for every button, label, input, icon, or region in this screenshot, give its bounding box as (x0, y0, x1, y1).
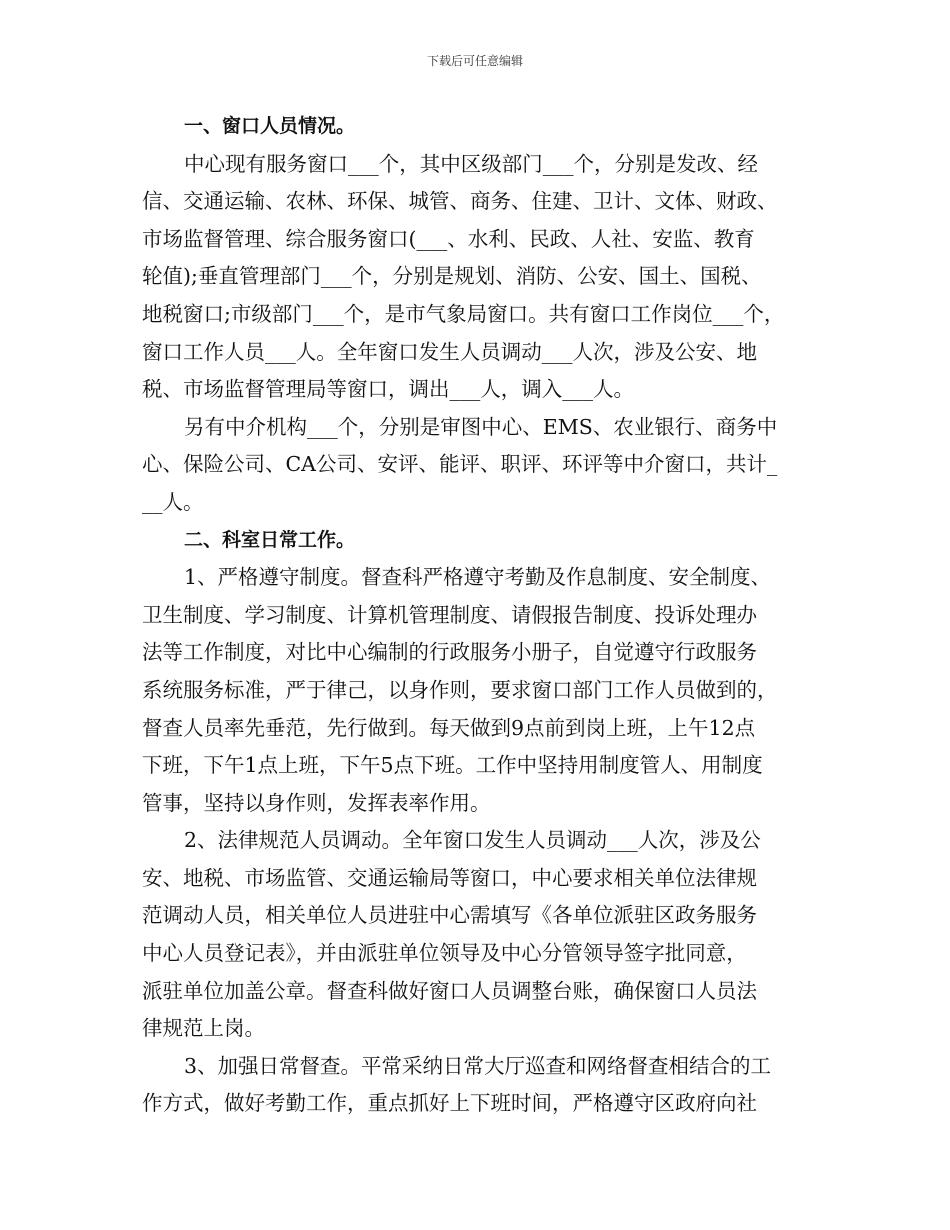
paragraph-rules (142, 559, 818, 822)
paragraph-daily-inspection (142, 1048, 818, 1123)
text-line: 税、市场监督管理局等窗口，调出___人，调入___人。 (142, 377, 634, 402)
text-line: 安、地税、市场监管、交通运输局等窗口，中心要求相关单位法律规 (142, 865, 757, 890)
document-body (142, 108, 818, 1123)
text-line: 中心人员登记表》，并由派驻单位领导及中心分管领导签字批同意， (142, 941, 747, 966)
text-line: 1、严格遵守制度。督查科严格遵守考勤及作息制度、安全制度、 (184, 565, 772, 590)
text-line: 律规范上岗。 (142, 1016, 265, 1041)
text-line: 2、法律规范人员调动。全年窗口发生人员调动___人次，涉及公 (184, 828, 761, 853)
text-line: 另有中介机构___个，分别是审图中心、EMS、农业银行、商务中 (184, 414, 778, 439)
paragraph-intermediary (142, 409, 818, 522)
text-line: 市场监督管理、综合服务窗口(___、水利、民政、人社、安监、教育 (142, 226, 755, 251)
text-line: 管事，坚持以身作则，发挥表率作用。 (142, 790, 491, 815)
section-heading-1: 一、窗口人员情况。 (184, 115, 356, 137)
text-line: 心、保险公司、CA公司、安评、能评、职评、环评等中介窗口，共计_ (142, 452, 778, 477)
text-line: 卫生制度、学习制度、计算机管理制度、请假报告制度、投诉处理办 (142, 602, 757, 627)
paragraph-window-staff (142, 146, 818, 409)
text-line: 派驻单位加盖公章。督查科做好窗口人员调整台账，确保窗口人员法 (142, 978, 757, 1003)
text-line: 法等工作制度，对比中心编制的行政服务小册子，自觉遵守行政服务 (142, 640, 757, 665)
text-line: 系统服务标准，严于律己，以身作则，要求窗口部门工作人员做到的， (142, 677, 778, 702)
text-line: 作方式，做好考勤工作，重点抓好上下班时间，严格遵守区政府向社 (142, 1091, 757, 1116)
text-line: 下班，下午1点上班，下午5点下班。工作中坚持用制度管人、用制度 (142, 753, 763, 778)
text-line: __人。 (142, 489, 204, 514)
text-line: 轮值);垂直管理部门___个，分别是规划、消防、公安、国土、国税、 (142, 264, 762, 289)
page-header: 下载后可任意编辑 (426, 54, 523, 68)
text-line: 窗口工作人员___人。全年窗口发生人员调动___人次，涉及公安、地 (142, 339, 757, 364)
section-heading-2: 二、科室日常工作。 (184, 528, 356, 551)
text-line: 地税窗口;市级部门___个，是市气象局窗口。共有窗口工作岗位___个， (142, 301, 785, 326)
paragraph-staff-transfer (142, 822, 818, 1048)
text-line: 3、加强日常督查。平常采纳日常大厅巡查和网络督查相结合的工 (184, 1053, 772, 1078)
text-line: 信、交通运输、农林、环保、城管、商务、住建、卫计、文体、财政、 (142, 189, 778, 214)
text-line: 中心现有服务窗口___个，其中区级部门___个，分别是发改、经 (184, 151, 758, 176)
text-line: 督查人员率先垂范，先行做到。每天做到9点前到岗上班，上午12点 (142, 715, 756, 740)
text-line: 范调动人员，相关单位人员进驻中心需填写《各单位派驻区政务服务 (142, 903, 757, 928)
